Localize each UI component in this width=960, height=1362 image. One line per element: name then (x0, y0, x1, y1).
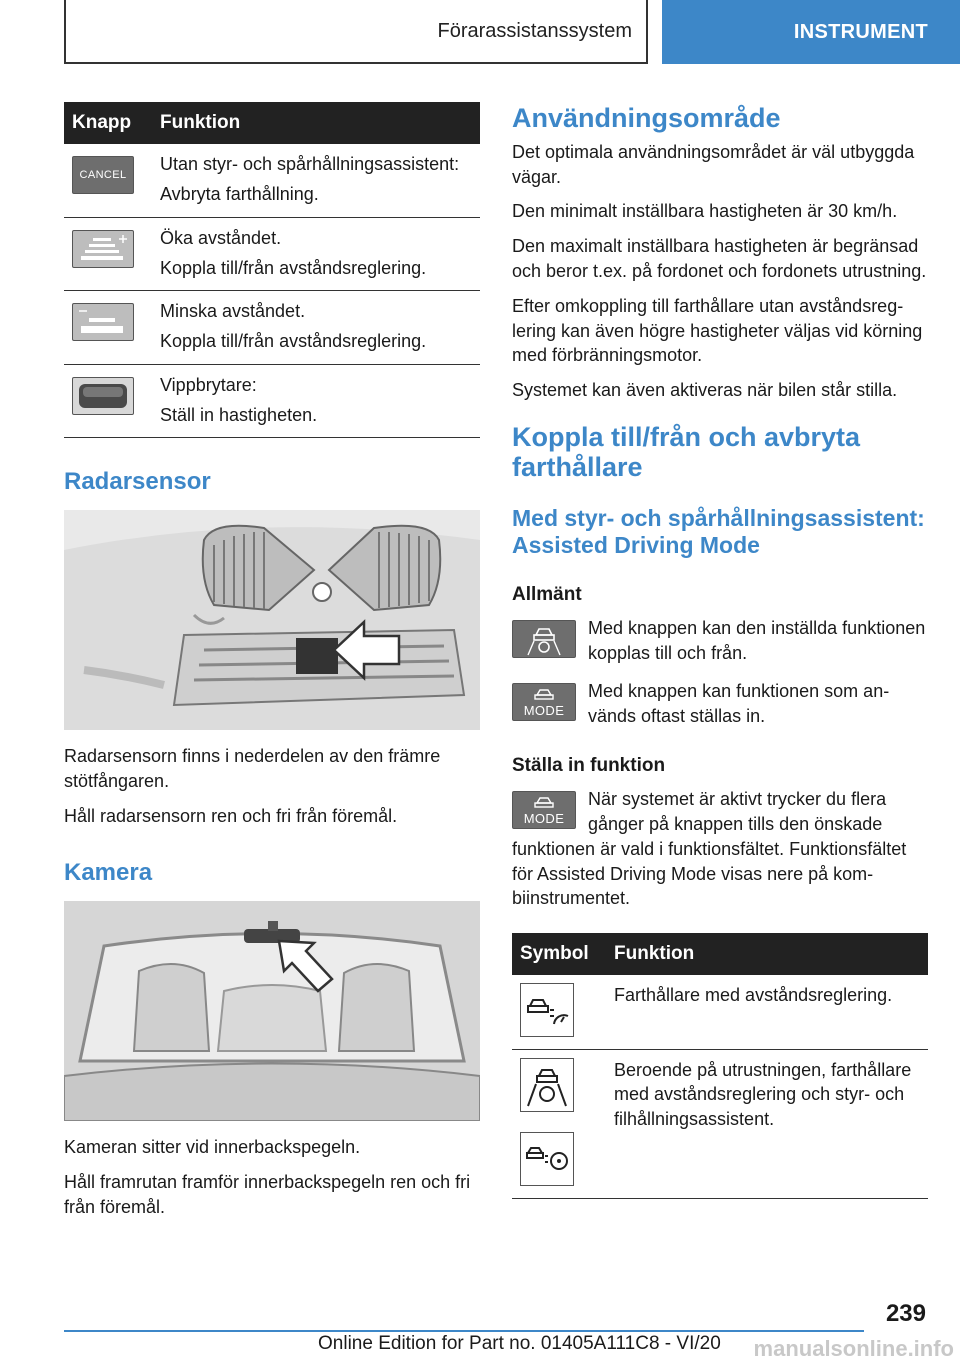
set-function-heading: Ställa in funktion (512, 755, 666, 777)
cancel-button-icon (72, 156, 134, 194)
table-row (64, 291, 480, 365)
function-text: Avbryta farthållning. (160, 184, 319, 205)
general-item (512, 679, 928, 729)
function-text: Koppla till/från avståndsreglering. (160, 331, 427, 352)
chapter-title: INSTRUMENT (793, 20, 928, 43)
symbol-function-text: Beroende på utrustningen, farthållare med avståndsreglering och styr- och filhållningsassistent. (614, 1060, 912, 1129)
column-header-button: Knapp (64, 102, 152, 144)
set-function-text: När systemet är aktivt trycker du flera gånger på knappen tills den önskade (588, 789, 887, 834)
right-column (512, 102, 928, 1199)
mode-icon-label: MODE (523, 810, 565, 826)
usage-paragraph: Efter omkoppling till farthållare utan avståndsreglering kan även högre hastigheter väljas vid körning med förbränningsmotor. (512, 295, 923, 366)
column-header-function: Funktion (152, 102, 480, 144)
mode-button-icon (512, 791, 576, 829)
usage-paragraph: Det optimala användningsområdet är väl utbyggda vägar. (512, 141, 915, 187)
set-function-text-continued: funktionen är vald i funktionsfältet. Funktionsfältet för Assisted Driving Mode visas nere på kombiinstrumentet. (512, 838, 907, 909)
table-row (64, 364, 480, 438)
table-row (64, 217, 480, 291)
symbol-function-text: Farthållare med avståndsreglering. (614, 985, 893, 1006)
set-function-item (512, 787, 928, 837)
button-function-table (64, 102, 480, 438)
radar-paragraph: Radarsensorn finns i nederdelen av den främre stötfångaren. (64, 746, 441, 792)
distance-steering-icon (520, 1132, 574, 1186)
function-text: Vippbrytare: (160, 374, 257, 395)
function-text: Ställ in hastigheten. (160, 405, 318, 426)
assisted-driving-button-icon (512, 620, 576, 658)
steering-assist-icon (520, 1058, 574, 1112)
camera-paragraph: Kameran sitter vid innerbackspegeln. (64, 1136, 361, 1157)
table-row (512, 975, 928, 1050)
column-header-function: Funktion (606, 933, 928, 975)
table-row (64, 144, 480, 217)
general-item-text: Med knappen kan den inställda funktionen kopplas till och från. (588, 617, 926, 663)
usage-paragraph: Systemet kan även aktiveras när bilen står stilla. (512, 380, 898, 401)
cruise-distance-icon (520, 983, 574, 1037)
chapter-header (662, 0, 960, 64)
usage-paragraph: Den minimalt inställbara hastigheten är 30 km/h. (512, 201, 898, 222)
section-header (64, 0, 648, 64)
table-row (512, 1050, 928, 1199)
usage-paragraph: Den maximalt inställbara hastigheten är begränsad och beror t.ex. på fordonet och fordonets utrustning. (512, 236, 927, 281)
function-text: Öka avståndet. (160, 227, 282, 248)
left-column (64, 102, 480, 1229)
page-number: 239 (885, 1300, 926, 1327)
function-text: Minska avståndet. (160, 301, 306, 322)
footer-divider (64, 1330, 864, 1332)
general-item (512, 616, 928, 666)
symbol-function-table (512, 933, 928, 1199)
camera-heading: Kamera (64, 858, 153, 886)
function-text: Koppla till/från avståndsreglering. (160, 257, 427, 278)
distance-increase-icon (72, 230, 134, 268)
rocker-switch-icon (72, 377, 134, 415)
edition-text: Online Edition for Part no. 01405A111C8 - VI/20 (318, 1333, 721, 1354)
function-text: Utan styr- och spårhållningsassistent: (160, 154, 460, 174)
table-header-row (512, 933, 928, 975)
distance-decrease-icon (72, 303, 134, 341)
mode-icon-label: MODE (523, 702, 565, 718)
camera-illustration (64, 901, 480, 1121)
camera-paragraph: Håll framrutan framför innerbackspegeln ren och fri från föremål. (64, 1171, 471, 1217)
assisted-driving-subheading: Med styr- och spårhållningsassistent: Assisted Driving Mode (512, 504, 925, 559)
watermark: manualsonline.info (753, 1336, 954, 1361)
cancel-icon-label: CANCEL (79, 168, 127, 181)
general-heading: Allmänt (512, 583, 582, 605)
usage-heading: Användningsområde (512, 103, 781, 133)
general-item-text: Med knappen kan funktionen som används oftast ställas in. (588, 681, 890, 727)
toggle-heading: Koppla till/från och avbryta farthållare (512, 422, 861, 482)
table-header-row (64, 102, 480, 144)
mode-button-icon (512, 683, 576, 721)
radar-paragraph: Håll radarsensorn ren och fri från föremål. (64, 806, 398, 827)
section-title: Förarassistanssystem (437, 19, 632, 42)
column-header-symbol: Symbol (512, 933, 606, 975)
radar-sensor-illustration (64, 510, 480, 730)
radar-heading: Radarsensor (64, 468, 211, 496)
